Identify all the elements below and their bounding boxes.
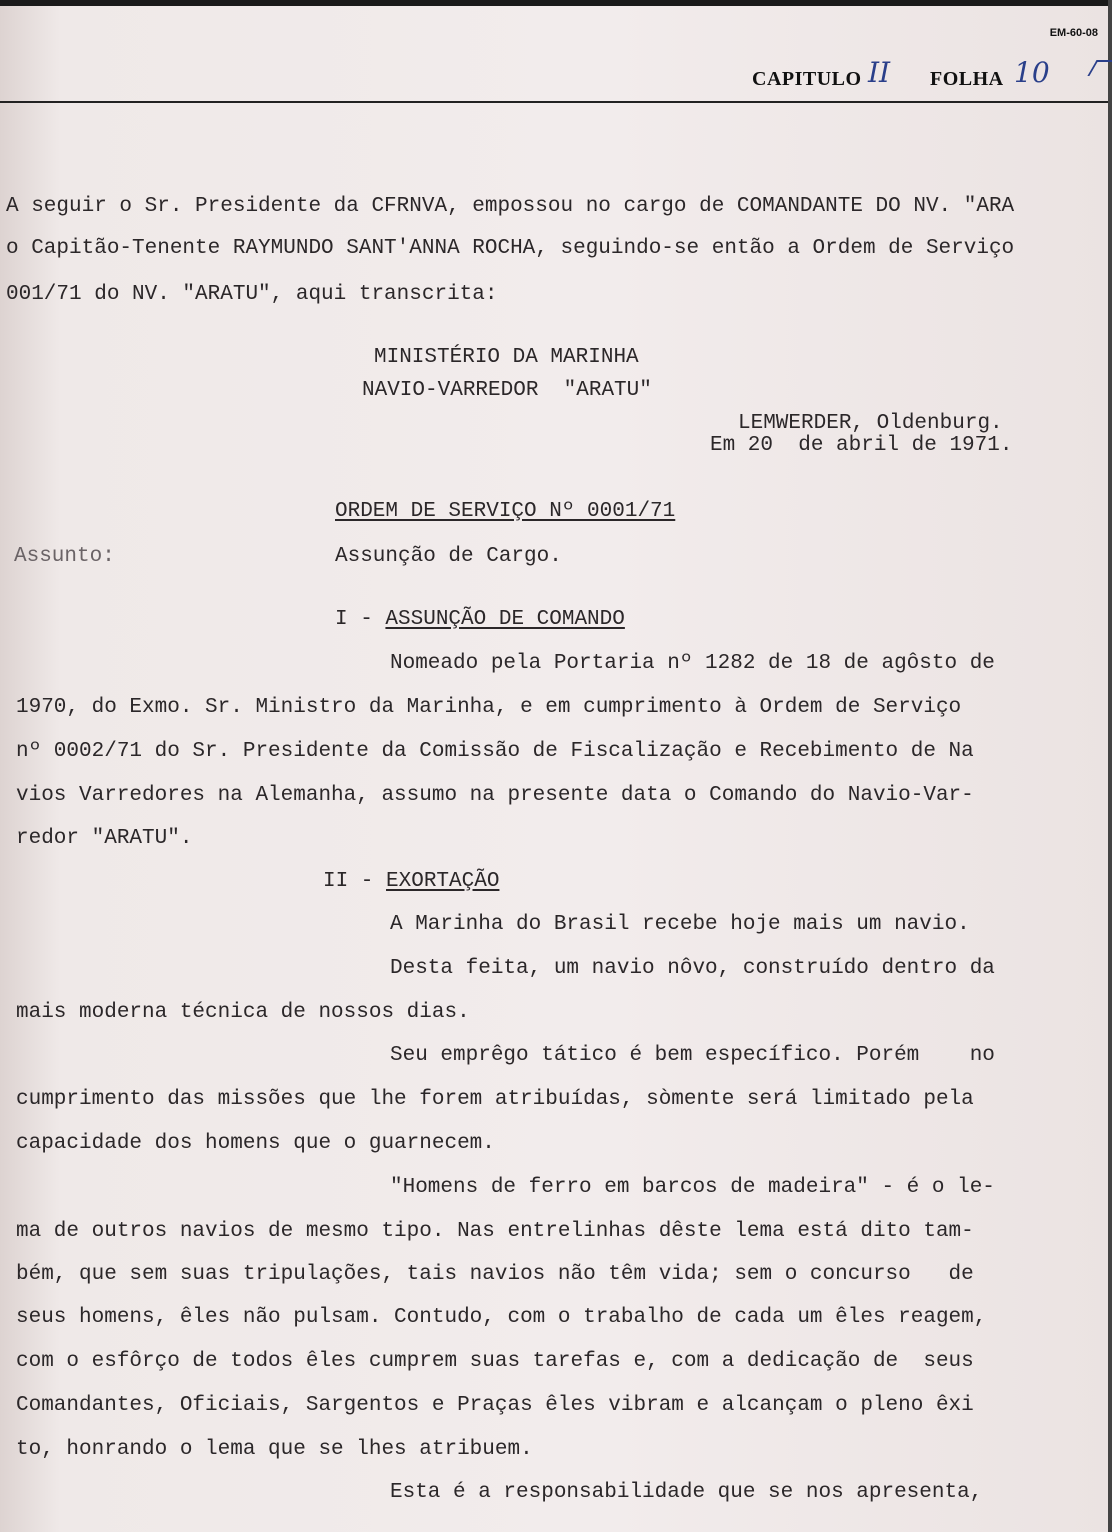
section-1-line-1: Nomeado pela Portaria nº 1282 de 18 de agôsto de xyxy=(390,652,995,675)
section-2-line-4: Seu emprêgo tático é bem específico. Porém no xyxy=(390,1044,995,1067)
section-1-line-4: vios Varredores na Alemanha, assumo na presente data o Comando do Navio-Var- xyxy=(16,784,974,807)
section-2-line-11: com o esfôrço de todos êles cumprem suas tarefas e, com a dedicação de seus xyxy=(16,1350,974,1373)
subject-label: Assunto: xyxy=(14,545,115,568)
section-2-line-3: mais moderna técnica de nossos dias. xyxy=(16,1001,470,1024)
section-1-line-2: 1970, do Exmo. Sr. Ministro da Marinha, e em cumprimento à Ordem de Serviço xyxy=(16,696,962,719)
section-1-line-5: redor "ARATU". xyxy=(16,827,193,850)
section-1-line-3: nº 0002/71 do Sr. Presidente da Comissão de Fiscalização e Recebimento de Na xyxy=(16,740,974,763)
sheet-label: FOLHA xyxy=(930,68,1004,90)
date-line: Em 20 de abril de 1971. xyxy=(710,434,1013,457)
intro-line-1: A seguir o Sr. Presidente da CFRNVA, empossou no cargo de COMANDANTE DO NV. "ARA xyxy=(6,195,1015,218)
intro-line-3: 001/71 do NV. "ARATU", aqui transcrita: xyxy=(6,283,498,306)
section-2-line-1: A Marinha do Brasil recebe hoje mais um navio. xyxy=(390,913,970,936)
section-1-heading xyxy=(335,608,625,632)
section-1-title: ASSUNÇÃO DE COMANDO xyxy=(385,608,625,631)
section-2-line-2: Desta feita, um navio nôvo, construído dentro da xyxy=(390,957,995,980)
section-2-line-13: to, honrando o lema que se lhes atribuem. xyxy=(16,1438,533,1461)
ship-name: NAVIO-VARREDOR "ARATU" xyxy=(362,379,652,402)
place-line: LEMWERDER, Oldenburg. xyxy=(738,412,1003,435)
section-2-heading xyxy=(323,870,499,894)
intro-line-2: o Capitão-Tenente RAYMUNDO SANT'ANNA ROCHA, seguindo-se então a Ordem de Serviço xyxy=(6,237,1015,260)
section-2-line-9: bém, que sem suas tripulações, tais navios não têm vida; sem o concurso de xyxy=(16,1263,974,1286)
section-1-number: I - xyxy=(335,608,386,631)
section-2-line-12: Comandantes, Oficiais, Sargentos e Praças êles vibram e alcançam o pleno êxi xyxy=(16,1394,974,1417)
order-title: ORDEM DE SERVIÇO Nº 0001/71 xyxy=(335,500,676,523)
handwritten-corner-mark xyxy=(1087,60,1112,76)
page-right-edge xyxy=(1108,0,1112,1532)
header-rule xyxy=(0,101,1108,103)
chapter-label: CAPITULO xyxy=(752,68,862,90)
section-2-line-5: cumprimento das missões que lhe forem atribuídas, sòmente será limitado pela xyxy=(16,1088,974,1111)
section-2-line-8: ma de outros navios de mesmo tipo. Nas entrelinhas dêste lema está dito tam- xyxy=(16,1220,974,1243)
sheet-value: 10 xyxy=(1014,56,1050,89)
page-top-edge xyxy=(0,0,1112,6)
section-2-line-14: Esta é a responsabilidade que se nos apresenta, xyxy=(390,1481,983,1504)
section-2-number: II - xyxy=(323,870,387,893)
section-2-line-10: seus homens, êles não pulsam. Contudo, com o trabalho de cada um êles reagem, xyxy=(16,1306,987,1329)
chapter-value: II xyxy=(868,56,891,89)
section-2-line-7: "Homens de ferro em barcos de madeira" - é o le- xyxy=(390,1176,995,1199)
section-2-title: EXORTAÇÃO xyxy=(386,870,500,893)
form-code: EM-60-08 xyxy=(1049,27,1098,39)
ministry-name: MINISTÉRIO DA MARINHA xyxy=(374,346,639,369)
section-2-line-6: capacidade dos homens que o guarnecem. xyxy=(16,1132,495,1155)
subject-value: Assunção de Cargo. xyxy=(335,545,562,568)
